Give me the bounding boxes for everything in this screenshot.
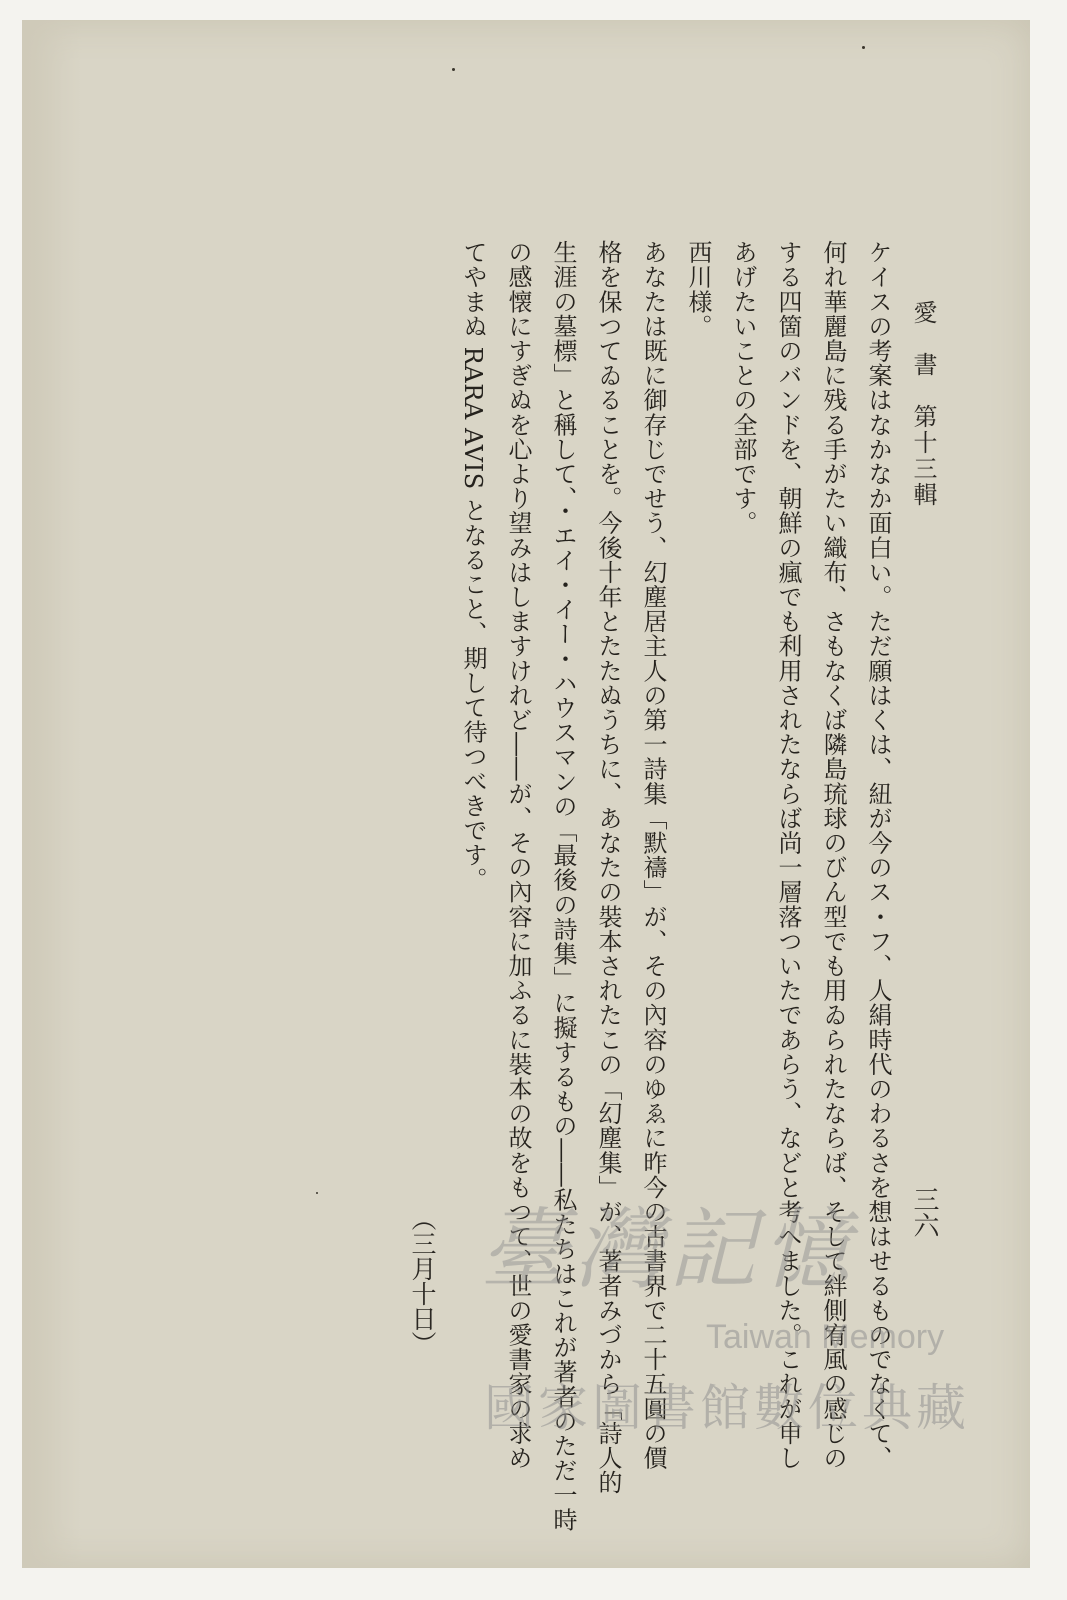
text-column: てやまぬ RARA AVIS となること、期して待つべきです。: [459, 240, 487, 892]
addressee-line: 西川様。: [684, 240, 712, 339]
running-header: 愛 書 第十三輯: [909, 300, 937, 508]
text-column: 格を保つてゐることを。今後十年とたたぬうちに、あなたの裝本されたこの「幻塵集」が、著者みづから「詩人的: [594, 240, 622, 1495]
text-column: 何れ華麗島に残る手がたい織布、さもなくば隣島琉球のびん型でも用ゐられたならば、そして絆側宥風の感じの: [819, 240, 847, 1470]
text-column: ケイスの考案はなかなか面白い。ただ願はくは、紐が今のス・フ、人絹時代のわるさを想はせるものでなくて、: [864, 240, 892, 1470]
paper-speck: [316, 1192, 318, 1194]
paper-speck: [862, 46, 865, 49]
page-number: 三六: [909, 1186, 939, 1238]
watermark-logo-text: 臺灣記憶: [480, 1198, 857, 1301]
watermark-english: Taiwan Memory: [706, 1318, 945, 1356]
text-column: する四箇のバンドを、朝鮮の瘋でも利用されたならば尚一層落ついたであらう、などと考へました。これが申し: [774, 240, 802, 1470]
date-note: （三月十日）: [408, 1206, 437, 1356]
watermark-subtitle: 國家圖書館數位典藏: [484, 1379, 970, 1437]
text-column: 生涯の墓標」と稱して、・エイ・イー・ハウスマンの「最後の詩集」に擬するもの――私たちはこれが著者のただ一時: [549, 240, 577, 1532]
text-column: の感懐にすぎぬを心より望みはしますけれど――が、その內容に加ふるに裝本の故をもつて、世の愛書家の求め: [504, 240, 532, 1470]
paper-speck: [452, 68, 455, 71]
text-column: あげたいことの全部です。: [729, 240, 757, 536]
page-edge-shadow: [22, 20, 82, 1568]
text-column: あなたは既に御存じでせう、幻塵居主人の第一詩集「默禱」が、その內容のゆゑに昨今の古書界で二十五圓の價: [639, 240, 667, 1470]
